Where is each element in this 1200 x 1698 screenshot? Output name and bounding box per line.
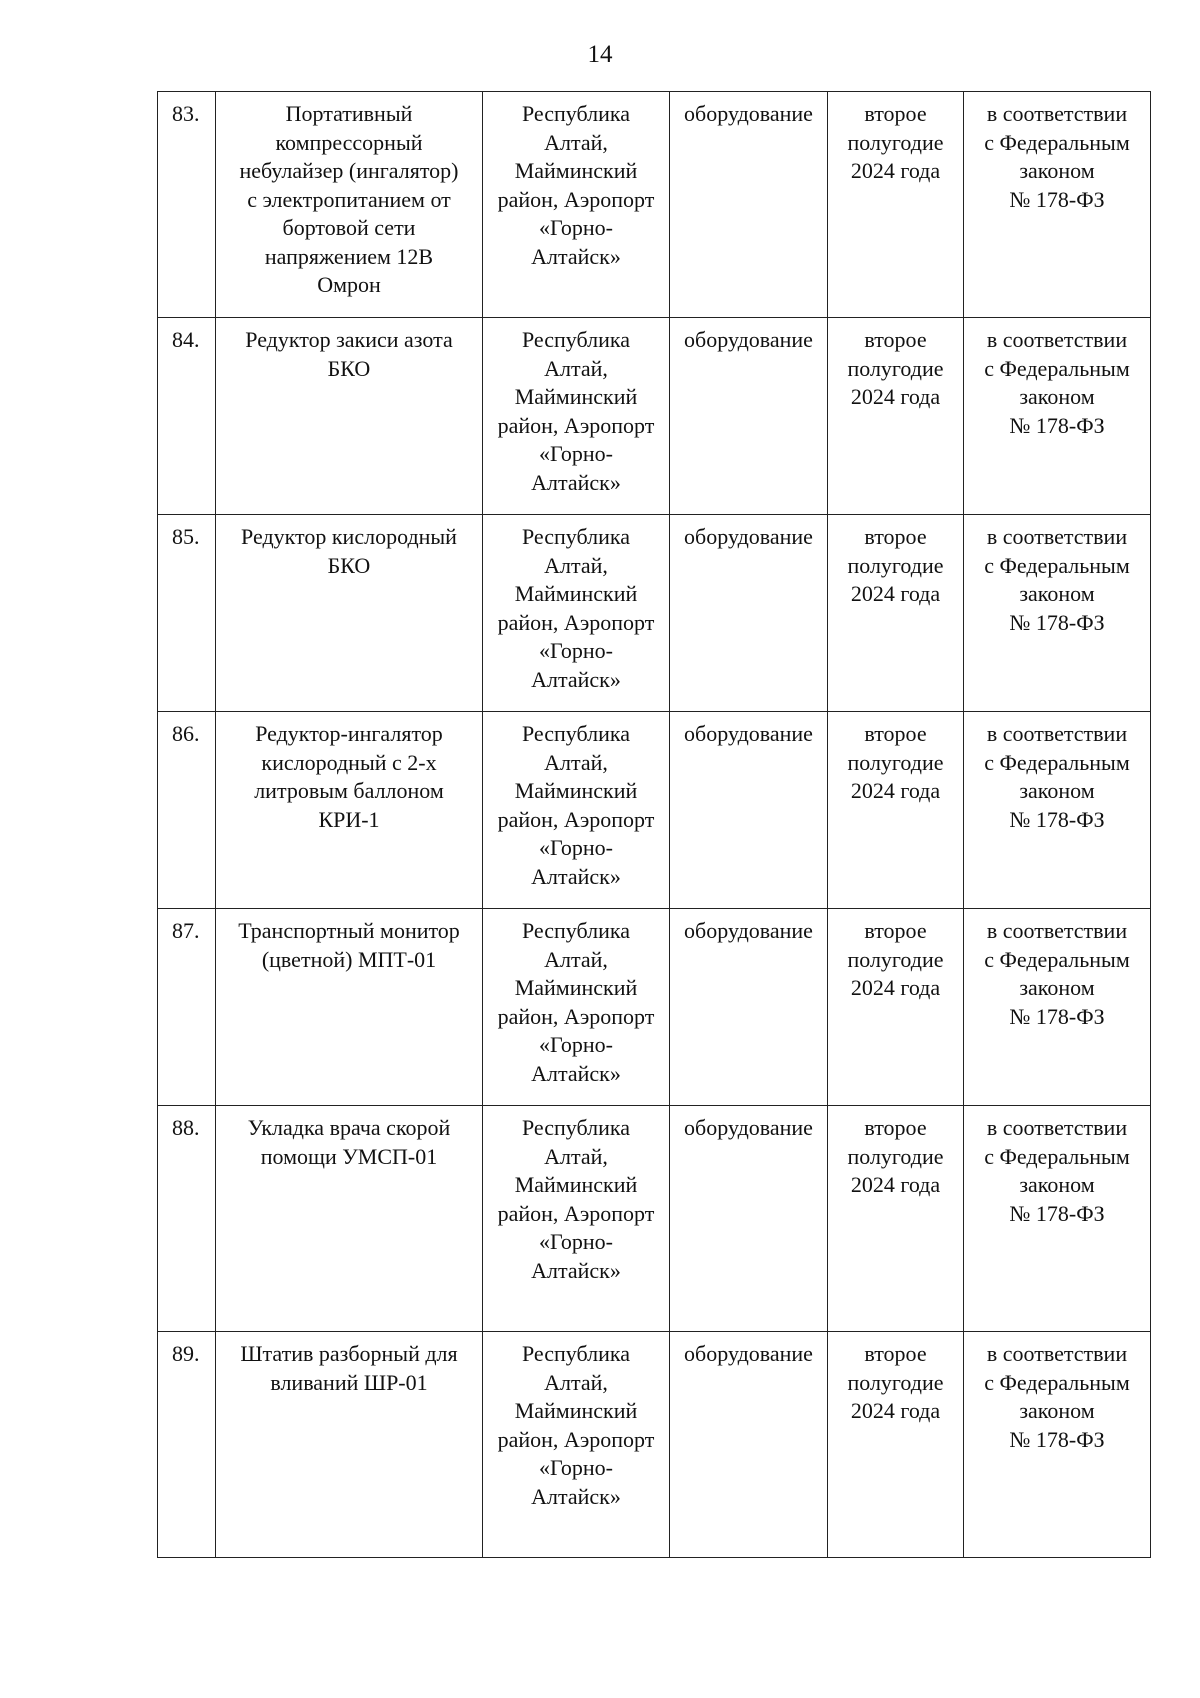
basis-cell [964,1106,1151,1332]
period-cell [828,515,964,712]
item-name-line: Редуктор-ингалятор [255,721,443,746]
basis-line: в соответствии [986,524,1128,549]
location-line: Майминский [514,1172,638,1197]
type-cell: оборудование [670,1332,828,1558]
item-name-line: вливаний ШР-01 [270,1369,428,1395]
period-line: 2024 года [850,581,941,606]
item-name-line: Редуктор закиси азота [245,327,453,352]
item-name-line: компрессорный [275,129,423,155]
item-name-line: помощи УМСП-01 [260,1143,438,1169]
item-name-line: БКО [327,552,371,578]
item-name-cell [216,909,483,1106]
location-line: район, Аэропорт [497,609,655,635]
basis-line: в соответствии [986,918,1128,943]
period-cell [828,92,964,318]
basis-line: с Федеральным [984,749,1130,775]
location-line: Алтайск» [531,666,621,692]
period-cell [828,1332,964,1558]
basis-line: с Федеральным [984,355,1130,381]
basis-line: № 178-ФЗ [1009,1003,1105,1029]
location-line: Республика [521,524,631,549]
item-name-line: Штатив разборный для [240,1341,458,1366]
location-line: Алтай, [544,749,608,775]
item-name-line: напряжением 12В [264,243,434,269]
location-line: «Горно- [539,1455,613,1480]
location-line: Республика [521,1115,631,1140]
period-line: полугодие [847,749,944,775]
period-line: полугодие [847,355,944,381]
table-body [158,92,1151,1558]
period-line: полугодие [847,1369,944,1395]
location-line: «Горно- [539,1032,613,1057]
basis-line: в соответствии [986,721,1128,746]
basis-line: законом [1019,975,1095,1000]
period-line: второе [864,918,927,943]
location-line: Алтай, [544,129,608,155]
basis-cell [964,515,1151,712]
basis-line: № 178-ФЗ [1009,806,1105,832]
location-line: Алтай, [544,552,608,578]
location-line: Майминский [514,581,638,606]
period-cell [828,909,964,1106]
location-line: Алтайск» [531,469,621,495]
item-name-cell [216,92,483,318]
location-line: «Горно- [539,441,613,466]
period-line: полугодие [847,1143,944,1169]
location-line: район, Аэропорт [497,1200,655,1226]
type-cell: оборудование [670,712,828,909]
location-cell [483,92,670,318]
basis-line: законом [1019,778,1095,803]
basis-line: с Федеральным [984,1143,1130,1169]
basis-cell [964,909,1151,1106]
basis-cell [964,712,1151,909]
equipment-table [157,91,1151,1558]
location-line: «Горно- [539,638,613,663]
table-row [158,1106,1151,1332]
location-line: Алтайск» [531,1060,621,1086]
table-row [158,92,1151,318]
location-cell [483,515,670,712]
location-line: Республика [521,101,631,126]
table-row [158,318,1151,515]
basis-cell [964,92,1151,318]
location-line: Алтайск» [531,1483,621,1509]
period-line: 2024 года [850,975,941,1000]
period-line: 2024 года [850,158,941,183]
location-line: район, Аэропорт [497,1426,655,1452]
basis-line: № 178-ФЗ [1009,1200,1105,1226]
location-line: Алтай, [544,1143,608,1169]
location-cell [483,1332,670,1558]
type-cell: оборудование [670,318,828,515]
type-cell: оборудование [670,92,828,318]
location-line: Республика [521,1341,631,1366]
basis-line: с Федеральным [984,129,1130,155]
location-line: район, Аэропорт [497,1003,655,1029]
table-row [158,1332,1151,1558]
location-line: «Горно- [539,1229,613,1254]
period-line: второе [864,101,927,126]
table-row [158,712,1151,909]
location-line: Алтай, [544,946,608,972]
period-line: второе [864,1115,927,1140]
item-name-line: Омрон [317,272,381,297]
location-line: Республика [521,721,631,746]
location-line: Алтайск» [531,243,621,269]
row-number-cell: 88. [158,1106,216,1332]
location-line: район, Аэропорт [497,806,655,832]
row-number-cell: 83. [158,92,216,318]
row-number-cell: 86. [158,712,216,909]
period-line: 2024 года [850,384,941,409]
item-name-cell [216,712,483,909]
period-line: полугодие [847,129,944,155]
basis-line: № 178-ФЗ [1009,412,1105,438]
location-line: Майминский [514,1398,638,1423]
item-name-cell [216,515,483,712]
location-cell [483,318,670,515]
period-line: второе [864,524,927,549]
location-line: район, Аэропорт [497,412,655,438]
location-cell [483,712,670,909]
period-line: 2024 года [850,1172,941,1197]
location-line: Алтайск» [531,1257,621,1283]
basis-line: законом [1019,1172,1095,1197]
location-line: район, Аэропорт [497,186,655,212]
row-number-cell: 89. [158,1332,216,1558]
page-number: 14 [587,41,613,68]
basis-line: законом [1019,158,1095,183]
location-line: Алтай, [544,1369,608,1395]
location-line: Майминский [514,158,638,183]
period-line: второе [864,1341,927,1366]
period-line: полугодие [847,946,944,972]
basis-line: в соответствии [986,327,1128,352]
item-name-cell [216,318,483,515]
item-name-line: кислородный с 2-х [261,749,437,775]
table-row [158,909,1151,1106]
item-name-line: небулайзер (ингалятор) [239,158,459,183]
period-cell [828,318,964,515]
basis-line: № 178-ФЗ [1009,1426,1105,1452]
row-number-cell: 87. [158,909,216,1106]
location-cell [483,909,670,1106]
basis-line: с Федеральным [984,1369,1130,1395]
basis-line: законом [1019,1398,1095,1423]
location-line: Алтайск» [531,863,621,889]
item-name-line: Транспортный монитор [238,918,460,943]
item-name-line: Укладка врача скорой [247,1115,451,1140]
period-cell [828,1106,964,1332]
basis-line: с Федеральным [984,946,1130,972]
period-cell [828,712,964,909]
location-line: Майминский [514,384,638,409]
location-line: «Горно- [539,835,613,860]
location-line: Майминский [514,975,638,1000]
item-name-line: Портативный [285,101,413,126]
period-line: полугодие [847,552,944,578]
location-line: «Горно- [539,215,613,240]
type-cell: оборудование [670,909,828,1106]
item-name-line: БКО [327,355,371,381]
period-line: 2024 года [850,778,941,803]
location-cell [483,1106,670,1332]
item-name-line: с электропитанием от [247,186,451,212]
basis-line: № 178-ФЗ [1009,186,1105,212]
row-number-cell: 85. [158,515,216,712]
item-name-line: литровым баллоном [254,778,444,803]
location-line: Республика [521,918,631,943]
basis-line: в соответствии [986,101,1128,126]
basis-cell [964,1332,1151,1558]
item-name-cell [216,1106,483,1332]
location-line: Майминский [514,778,638,803]
location-line: Алтай, [544,355,608,381]
period-line: второе [864,327,927,352]
basis-line: в соответствии [986,1115,1128,1140]
period-line: 2024 года [850,1398,941,1423]
basis-line: с Федеральным [984,552,1130,578]
basis-line: в соответствии [986,1341,1128,1366]
item-name-cell [216,1332,483,1558]
basis-line: законом [1019,384,1095,409]
item-name-line: КРИ-1 [318,806,380,832]
basis-cell [964,318,1151,515]
type-cell: оборудование [670,515,828,712]
type-cell: оборудование [670,1106,828,1332]
item-name-line: бортовой сети [282,215,416,240]
basis-line: законом [1019,581,1095,606]
row-number-cell: 84. [158,318,216,515]
item-name-line: (цветной) МПТ-01 [261,946,437,972]
item-name-line: Редуктор кислородный [241,524,457,549]
location-line: Республика [521,327,631,352]
basis-line: № 178-ФЗ [1009,609,1105,635]
period-line: второе [864,721,927,746]
table-row [158,515,1151,712]
